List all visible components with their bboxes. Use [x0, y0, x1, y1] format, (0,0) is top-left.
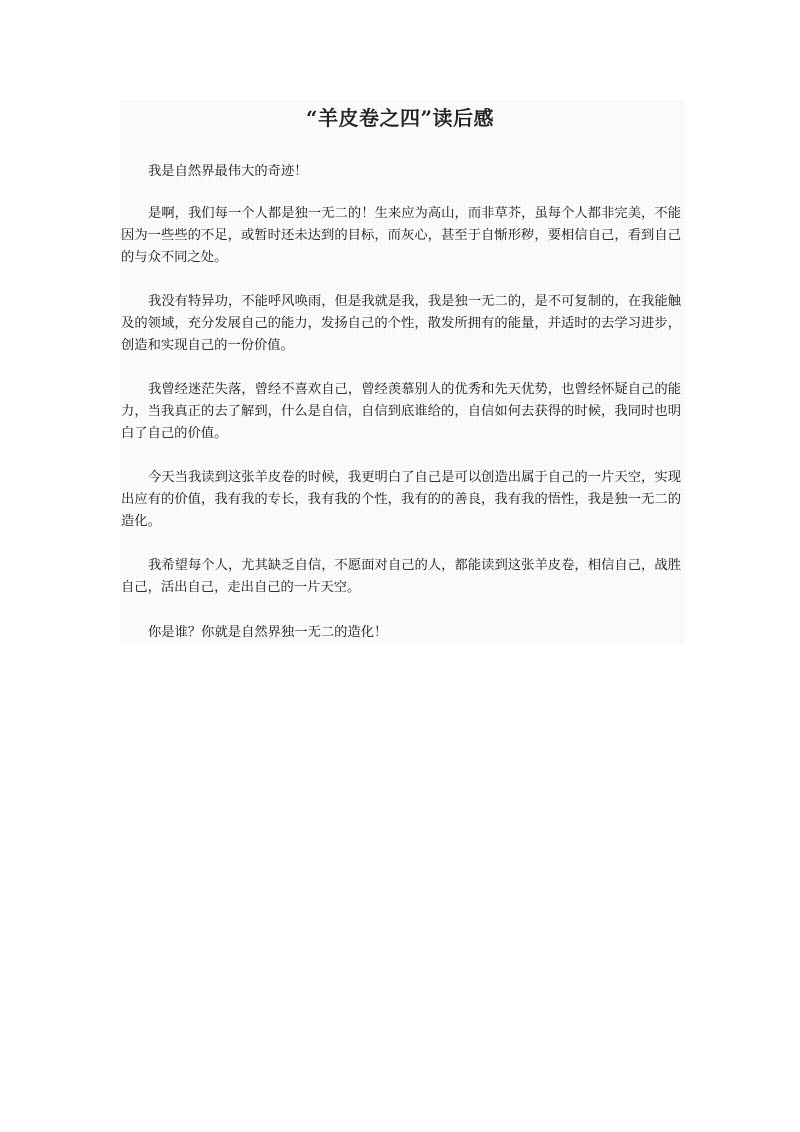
paragraph-6: 我希望每个人，尤其缺乏自信，不愿面对自己的人，都能读到这张羊皮卷，相信自己，战胜自己，活出自己，走出自己的一片天空。	[121, 558, 681, 595]
paragraph-3: 我没有特异功，不能呼风唤雨，但是我就是我，我是独一无二的，是不可复制的，在我能触及的领域，充分发展自己的能力，发扬自己的个性，散发所拥有的能量，并适时的去学习进步，创造和实现自己的一份价值。	[121, 294, 681, 353]
paragraph-4: 我曾经迷茫失落，曾经不喜欢自己，曾经羡慕别人的优秀和先天优势，也曾经怀疑自己的能力，当我真正的去了解到，什么是自信，自信到底谁给的，自信如何去获得的时候，我同时也明白了自己的价值。	[121, 382, 681, 441]
paragraph-1: 我是自然界最伟大的奇迹！	[148, 164, 308, 179]
paragraph-2: 是啊，我们每一个人都是独一无二的！生来应为高山，而非草芥，虽每个人都非完美，不能因为一些些的不足，或暂时还未达到的目标，而灰心，甚至于自惭形秽，要相信自己，看到自己的与众不同之处。	[121, 206, 681, 265]
paragraph-7: 你是谁？你就是自然界独一无二的造化！	[148, 625, 388, 640]
page-title: “羊皮卷之四”读后感	[305, 106, 494, 130]
paragraph-5: 今天当我读到这张羊皮卷的时候，我更明白了自己是可以创造出属于自己的一片天空，实现出应有的价值，我有我的专长，我有我的个性，我有的的善良，我有我的悟性，我是独一无二的造化。	[121, 470, 681, 529]
